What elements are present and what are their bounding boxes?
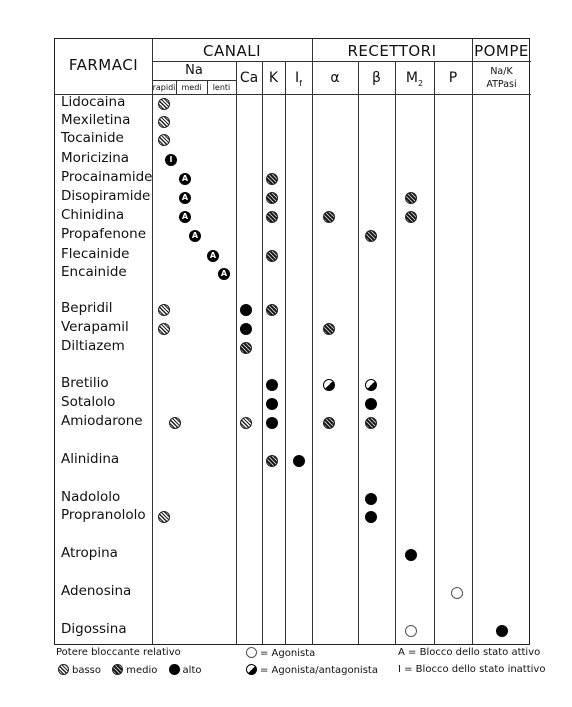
- mark-medio-icon: [240, 342, 252, 354]
- mark-letter: A: [220, 269, 228, 278]
- mark-medio-icon: [266, 173, 278, 185]
- mark-basso-icon: [169, 417, 181, 429]
- header-beta: β: [372, 70, 381, 86]
- mark-medio-icon: [266, 455, 278, 467]
- mark-alto-icon: [365, 493, 377, 505]
- legend-agoant: [246, 664, 378, 676]
- mark-agoant-icon: [323, 379, 335, 391]
- divider-ca: [262, 61, 263, 644]
- divider-farmaci: [152, 39, 153, 644]
- legend-basso-icon: [58, 664, 69, 675]
- header-pompe: POMPE: [474, 42, 529, 60]
- legend-potere: Potere bloccante relativo: [56, 647, 181, 658]
- drug-name: Sotalolo: [61, 394, 116, 410]
- mark-medio-icon: [266, 304, 278, 316]
- legend-medio-icon: [112, 664, 123, 675]
- header-canali: CANALI: [203, 42, 261, 60]
- drug-name: Chinidina: [61, 207, 125, 223]
- drug-name: Atropina: [61, 545, 118, 561]
- header-m: M: [405, 70, 418, 86]
- legend-alto-label: alto: [182, 665, 202, 676]
- drug-name: Procainamide: [61, 169, 153, 185]
- mark-medio-icon: [266, 192, 278, 204]
- drug-name: Nadololo: [61, 489, 121, 505]
- mark-alto-icon: [240, 304, 252, 316]
- mark-agonista-icon: [405, 625, 417, 637]
- mark-basso-icon: [158, 304, 170, 316]
- header-nak: Na/K: [490, 66, 513, 77]
- mark-medio-icon: [323, 323, 335, 335]
- mark-alto-icon: [179, 192, 191, 204]
- mark-basso-icon: [158, 98, 170, 110]
- mark-alto-icon: [165, 154, 177, 166]
- mark-alto-icon: [496, 625, 508, 637]
- legend-agonista: [246, 647, 315, 659]
- divider-na: [236, 61, 237, 644]
- mark-alto-icon: [266, 398, 278, 410]
- legend-agoant-icon: [246, 664, 257, 675]
- drug-name: Encainide: [61, 264, 127, 280]
- header-medi: medi: [181, 83, 202, 92]
- drug-name: Propafenone: [61, 226, 146, 242]
- divider-k: [285, 61, 286, 644]
- mark-alto-icon: [266, 417, 278, 429]
- mark-medio-icon: [365, 417, 377, 429]
- drug-name: Tocainide: [61, 130, 124, 146]
- header-lenti: lenti: [212, 83, 231, 92]
- mark-basso-icon: [158, 134, 170, 146]
- mark-alto-icon: [179, 173, 191, 185]
- mark-agoant-icon: [365, 379, 377, 391]
- header-p: P: [448, 70, 458, 86]
- legend-agoant-label: = Agonista/antagonista: [260, 665, 378, 676]
- header-m2: [395, 70, 434, 88]
- header-ca: Ca: [239, 70, 259, 86]
- legend-agonista-icon: [246, 647, 257, 658]
- drug-name: Bepridil: [61, 300, 113, 316]
- drug-name: Flecainide: [61, 246, 130, 262]
- header-if: [285, 70, 312, 88]
- legend-agonista-label: = Agonista: [260, 648, 316, 659]
- drug-name: Lidocaina: [61, 94, 126, 110]
- drug-name: Alinidina: [61, 451, 120, 467]
- mark-alto-icon: [189, 230, 201, 242]
- mark-letter: A: [209, 251, 217, 260]
- mark-alto-icon: [405, 549, 417, 561]
- legend-i-def: I = Blocco dello stato inattivo: [398, 664, 546, 675]
- drug-name: Moricizina: [61, 150, 130, 166]
- drug-name: Bretilio: [61, 375, 109, 391]
- rule-na: [152, 80, 236, 81]
- mark-medio-icon: [405, 211, 417, 223]
- drug-name: Amiodarone: [61, 413, 143, 429]
- legend-alto-icon: [169, 664, 180, 675]
- mark-medio-icon: [323, 211, 335, 223]
- header-k: K: [268, 70, 279, 86]
- header-recettori: RECETTORI: [347, 42, 437, 60]
- header-i: I: [295, 70, 300, 86]
- drug-name: Disopiramide: [61, 188, 151, 204]
- mark-alto-icon: [365, 511, 377, 523]
- header-na: Na: [185, 63, 203, 78]
- rule-header: [55, 94, 531, 95]
- mark-basso-icon: [158, 511, 170, 523]
- header-farmaci: FARMACI: [68, 56, 139, 74]
- header-m-sub: 2: [418, 78, 424, 88]
- drug-name: Propranololo: [61, 507, 146, 523]
- mark-letter: A: [181, 193, 189, 202]
- mark-alto-icon: [218, 268, 230, 280]
- mark-alto-icon: [293, 455, 305, 467]
- drug-name: Adenosina: [61, 583, 132, 599]
- mark-alto-icon: [266, 379, 278, 391]
- legend-levels: [58, 664, 201, 676]
- mark-letter: A: [181, 174, 189, 183]
- mark-letter: A: [191, 231, 199, 240]
- header-i-sub: f: [299, 78, 302, 88]
- mark-alto-icon: [365, 398, 377, 410]
- legend-medio-label: medio: [126, 665, 158, 676]
- mark-basso-icon: [240, 417, 252, 429]
- drug-name: Mexiletina: [61, 112, 131, 128]
- mark-letter: A: [181, 212, 189, 221]
- mark-basso-icon: [158, 116, 170, 128]
- mark-medio-icon: [405, 192, 417, 204]
- mark-medio-icon: [266, 211, 278, 223]
- mark-alto-icon: [207, 250, 219, 262]
- drug-name: Verapamil: [61, 319, 129, 335]
- divider-m2: [434, 61, 435, 644]
- divider-alpha: [358, 61, 359, 644]
- mark-alto-icon: [240, 323, 252, 335]
- mark-letter: I: [169, 155, 173, 164]
- header-atpasi: ATPasi: [486, 79, 517, 90]
- mark-alto-icon: [179, 211, 191, 223]
- divider-recettori: [472, 39, 473, 644]
- divider-canali: [312, 39, 313, 644]
- drug-name: Digossina: [61, 621, 127, 637]
- header-rapidi: rapidi: [152, 83, 176, 92]
- legend-basso-label: basso: [72, 665, 102, 676]
- legend-a-def: A = Blocco dello stato attivo: [398, 647, 541, 658]
- drug-channel-table: [54, 38, 530, 645]
- mark-basso-icon: [158, 323, 170, 335]
- divider-beta: [395, 61, 396, 644]
- mark-medio-icon: [365, 230, 377, 242]
- mark-medio-icon: [323, 417, 335, 429]
- drug-name: Diltiazem: [61, 338, 125, 354]
- mark-medio-icon: [266, 250, 278, 262]
- rule-group: [152, 61, 531, 62]
- mark-agonista-icon: [451, 587, 463, 599]
- header-alpha: α: [330, 70, 340, 86]
